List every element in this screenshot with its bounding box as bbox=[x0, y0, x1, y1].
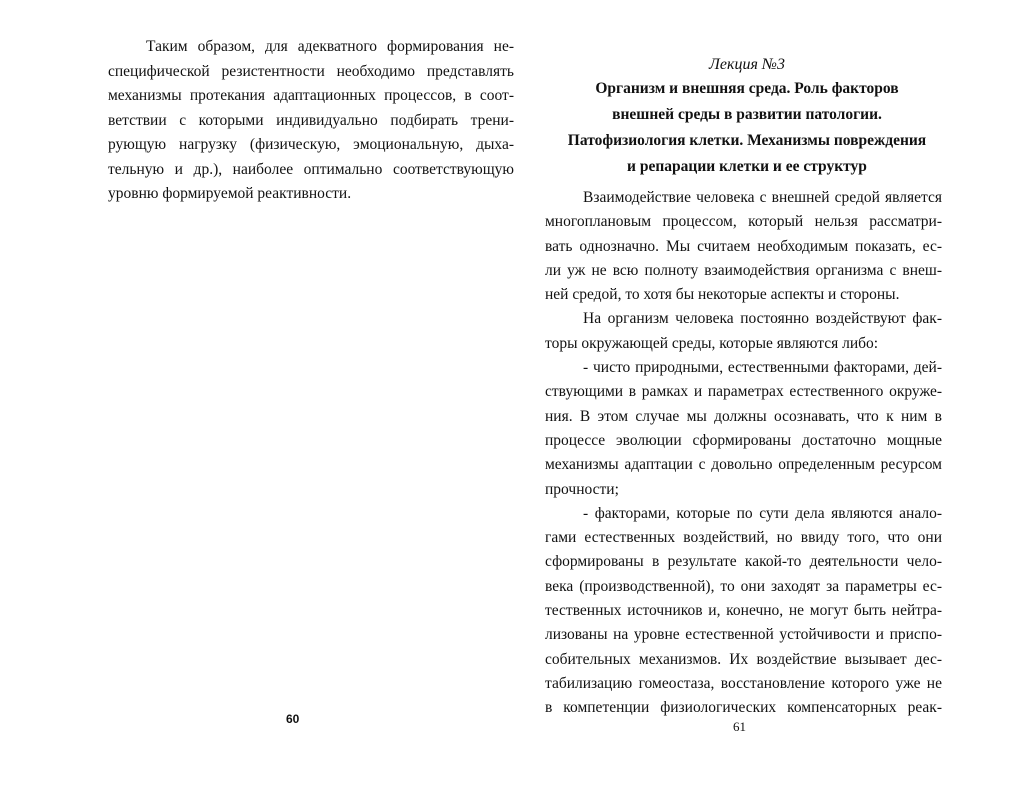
text-line: механизмы адаптации с довольно определенным ресурсом bbox=[545, 456, 942, 474]
left-page-text bbox=[108, 35, 514, 207]
text-line: ствующими в рамках и параметрах естественного окруже- bbox=[545, 383, 942, 401]
text-line: многоплановым процессом, который нельзя рассматри- bbox=[545, 213, 942, 231]
text-line: механизмы протекания адаптационных процессов, в соот- bbox=[108, 87, 514, 104]
text-line: табилизацию гомеостаза, восстановление которого уже не bbox=[545, 674, 942, 692]
text-line: рующую нагрузку (физическую, эмоциональную, дыха- bbox=[108, 136, 514, 153]
lecture-title-line: Патофизиология клетки. Механизмы повреждения bbox=[567, 132, 927, 149]
text-line: лизованы на уровне естественной устойчивости и приспо- bbox=[545, 626, 942, 644]
lecture-title-line: Организм и внешняя среда. Роль факторов bbox=[595, 80, 899, 97]
text-line: ветствии с которыми индивидуально подбирать трени- bbox=[108, 111, 514, 129]
text-line: века (производственной), то они заходят за параметры ес- bbox=[545, 577, 942, 595]
text-line: сформированы в результате какой-то деятельности чело- bbox=[545, 553, 942, 571]
text-line: тественных источников и, конечно, не могут быть нейтра- bbox=[545, 602, 942, 620]
text-line: уровню формируемой реактивности. bbox=[108, 185, 352, 202]
lecture-heading bbox=[542, 54, 952, 180]
text-line: собительных механизмов. Их воздействие вызывает дес- bbox=[545, 650, 942, 668]
text-line: прочности; bbox=[545, 480, 619, 498]
lecture-title-line: внешней среды в развитии патологии. bbox=[612, 106, 882, 123]
text-line: ней средой, то хотя бы некоторые аспекты и стороны. bbox=[545, 286, 900, 304]
text-line: тельную и др.), наиболее оптимально соответствующую bbox=[108, 160, 514, 178]
right-page-text bbox=[545, 186, 942, 721]
text-line: процессе эволюции сформированы достаточно мощные bbox=[545, 431, 942, 449]
lecture-title-line: и репарации клетки и ее структур bbox=[627, 158, 867, 175]
page-number: 60 bbox=[286, 712, 300, 726]
text-line: специфической резистентности необходимо представлять bbox=[108, 62, 514, 80]
text-line: - факторами, которые по сути дела являются анало- bbox=[583, 504, 942, 522]
text-line: Взаимодействие человека с внешней средой является bbox=[583, 189, 942, 206]
text-line: Таким образом, для адекватного формирования не- bbox=[146, 38, 514, 55]
text-line: ния. В этом случае мы должны осознавать, что к ним в bbox=[545, 407, 942, 425]
text-line: торы окружающей среды, которые являются либо: bbox=[545, 334, 879, 352]
page-number: 61 bbox=[733, 719, 746, 734]
lecture-number: Лекция №3 bbox=[709, 56, 785, 73]
text-line: На организм человека постоянно воздействуют фак- bbox=[583, 310, 942, 328]
text-line: ли уж не всю полноту взаимодействия организма с внеш- bbox=[545, 261, 942, 279]
text-line: вать однозначно. Мы считаем необходимым показать, ес- bbox=[545, 237, 942, 255]
text-line: гами естественных воздействий, но ввиду того, что они bbox=[545, 529, 942, 547]
text-line: - чисто природными, естественными факторами, дей- bbox=[583, 359, 942, 377]
text-line: в компетенции физиологических компенсаторных реак- bbox=[545, 699, 942, 717]
